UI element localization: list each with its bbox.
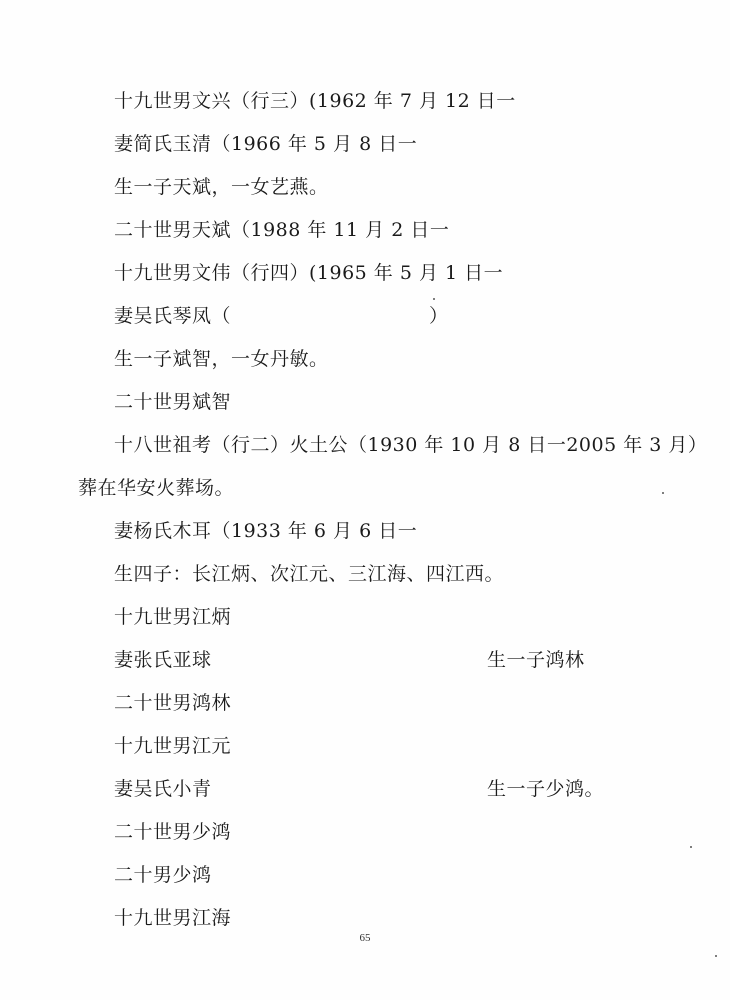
text-line: 生一子天斌，一女艺燕。 bbox=[114, 176, 329, 198]
text-line: 妻杨氏木耳（1933 年 6 月 6 日一 bbox=[114, 520, 418, 542]
text-line: 二十世男天斌（1988 年 11 月 2 日一 bbox=[114, 219, 450, 241]
text-line: 妻吴氏小青 bbox=[114, 778, 212, 800]
text-line: 妻吴氏琴凤（ bbox=[114, 305, 232, 327]
scan-speck bbox=[433, 298, 435, 300]
text-line: 生一子斌智，一女丹敏。 bbox=[114, 348, 329, 370]
text-line: 二十世男少鸿 bbox=[114, 821, 232, 843]
text-line: 二十男少鸿 bbox=[114, 864, 212, 886]
text-line: 二十世男鸿林 bbox=[114, 692, 232, 714]
text-line: 十九世男江炳 bbox=[114, 606, 232, 628]
text-line: 十九世男文兴（行三）(1962 年 7 月 12 日一 bbox=[114, 90, 516, 112]
text-line: 生四子：长江炳、次江元、三江海、四江西。 bbox=[114, 563, 505, 585]
text-line: 二十世男斌智 bbox=[114, 391, 232, 413]
scan-speck bbox=[690, 846, 692, 848]
text-line: 生一子鸿林 bbox=[487, 649, 585, 671]
scan-speck bbox=[662, 492, 664, 494]
text-line: 十九世男文伟（行四）(1965 年 5 月 1 日一 bbox=[114, 262, 504, 284]
text-line: 葬在华安火葬场。 bbox=[78, 477, 235, 499]
text-line: 十九世男江海 bbox=[114, 907, 232, 929]
scan-speck bbox=[715, 955, 717, 957]
text-line: 十八世祖考（行二）火土公（1930 年 10 月 8 日一2005 年 3 月） bbox=[114, 434, 708, 456]
text-line: 生一子少鸿。 bbox=[487, 778, 605, 800]
text-line: ） bbox=[429, 305, 449, 327]
text-line: 十九世男江元 bbox=[114, 735, 232, 757]
page-number: 65 bbox=[359, 932, 371, 944]
text-line: 妻简氏玉清（1966 年 5 月 8 日一 bbox=[114, 133, 418, 155]
text-line: 妻张氏亚球 bbox=[114, 649, 212, 671]
